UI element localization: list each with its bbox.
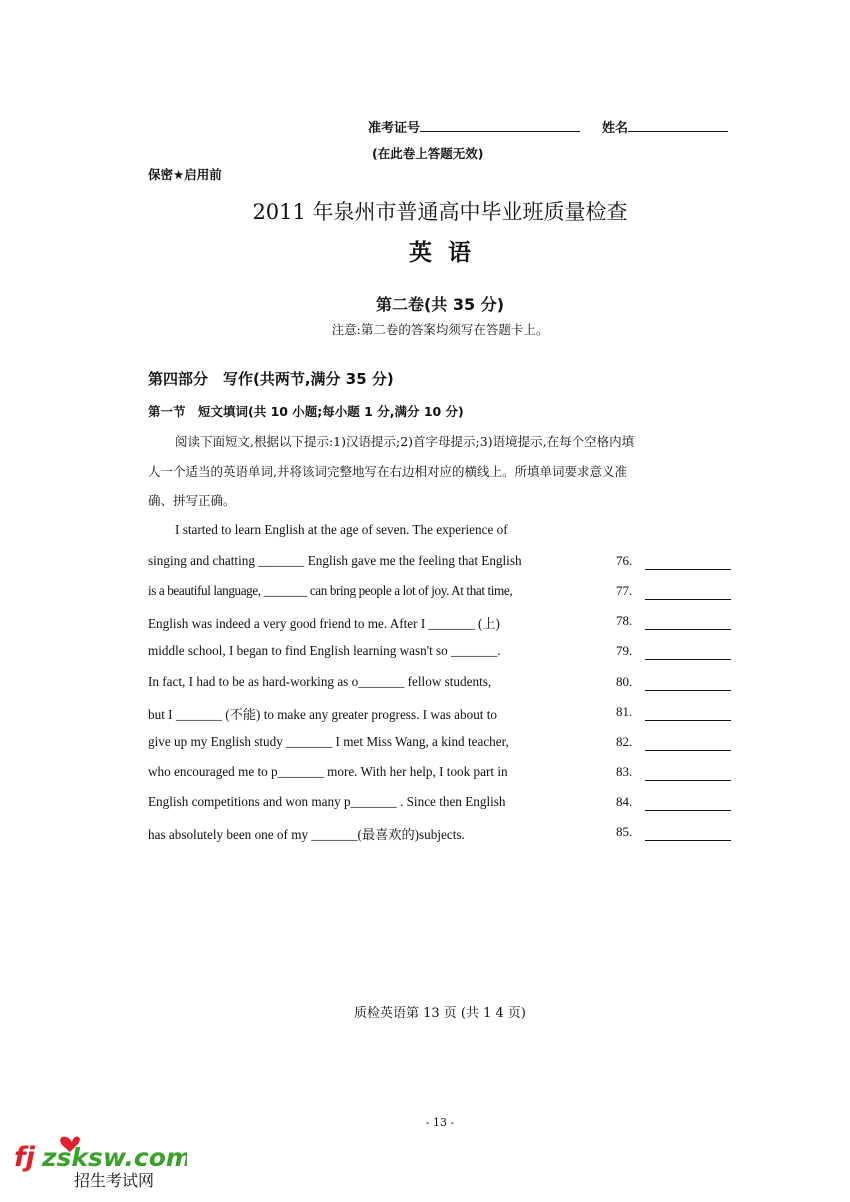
answer-blank — [645, 719, 731, 721]
answer-blank — [645, 689, 731, 691]
part-title: 第四部分 写作(共两节,满分 35 分) — [148, 370, 394, 388]
subject-title: 英 语 — [408, 239, 471, 266]
exam-title: 2011 年泉州市普通高中毕业班质量检查 — [252, 200, 628, 224]
logo-green-text: zsksw.com — [42, 1143, 187, 1172]
logo-subtitle: 招生考试网 — [74, 1171, 155, 1190]
answer-number: 79. — [616, 643, 633, 658]
instruction-line: 阅读下面短文,根据以下提示:1)汉语提示;2)首字母提示;3)语境提示,在每个空格内填 — [175, 434, 635, 449]
passage-line: English was indeed a very good friend to me. After I _______ (上) — [148, 616, 500, 631]
page-number: - 13 - — [425, 1116, 455, 1129]
answer-number: 76. — [616, 553, 633, 568]
passage-line: singing and chatting _______ English gave me the feeling that English — [148, 553, 522, 568]
answer-blank — [645, 749, 731, 751]
invalid-note: (在此卷上答题无效) — [372, 146, 484, 161]
answer-number: 85. — [616, 824, 633, 839]
answer-blank — [645, 809, 731, 811]
answer-blank — [645, 839, 731, 841]
confidential-label: 保密★启用前 — [148, 167, 222, 182]
site-logo — [12, 1130, 187, 1194]
passage-line: middle school, I began to find English learning wasn't so _______. — [148, 643, 501, 658]
sub-section-title: 第一节 短文填词(共 10 小题;每小题 1 分,满分 10 分) — [148, 404, 464, 419]
passage-line: English competitions and won many p_______ . Since then English — [148, 794, 506, 809]
passage-line: is a beautiful language, _______ can bring people a lot of joy. At that time, — [148, 583, 513, 598]
answer-blank — [645, 628, 731, 630]
answer-blank — [645, 779, 731, 781]
name-blank — [628, 119, 728, 132]
passage-line: has absolutely been one of my _______(最喜欢的)subjects. — [148, 827, 465, 842]
passage-line: I started to learn English at the age of seven. The experience of — [175, 522, 508, 537]
answer-number: 84. — [616, 794, 633, 809]
instruction-line: 人一个适当的英语单词,并将该词完整地写在右边相对应的横线上。所填单词要求意义准 — [148, 464, 627, 479]
passage-line: who encouraged me to p_______ more. With her help, I took part in — [148, 764, 508, 779]
exam-id-blank — [420, 119, 580, 132]
answer-number: 81. — [616, 704, 633, 719]
passage-line: give up my English study _______ I met Miss Wang, a kind teacher, — [148, 734, 509, 749]
site-logo-graphic — [12, 1130, 187, 1190]
exam-id-label: 准考证号 — [368, 121, 421, 136]
answer-blank — [645, 658, 731, 660]
logo-red-text: fj — [14, 1142, 36, 1173]
answer-blank — [645, 598, 731, 600]
exam-id-field — [368, 117, 580, 136]
volume-title: 第二卷(共 35 分) — [375, 295, 505, 314]
volume-note: 注意:第二卷的答案均须写在答题卡上。 — [331, 322, 549, 337]
answer-number: 83. — [616, 764, 633, 779]
passage-line: In fact, I had to be as hard-working as o_______ fellow students, — [148, 674, 492, 689]
answer-blank — [645, 568, 731, 570]
answer-number: 77. — [616, 583, 633, 598]
name-field — [602, 117, 728, 136]
instruction-line: 确、拼写正确。 — [148, 493, 236, 508]
answer-number: 82. — [616, 734, 633, 749]
name-label: 姓名 — [602, 121, 629, 136]
answer-number: 78. — [616, 613, 633, 628]
answer-number: 80. — [616, 674, 633, 689]
page-caption: 质检英语第 13 页 (共 1 4 页) — [353, 1006, 527, 1021]
passage-line: but I _______ (不能) to make any greater progress. I was about to — [148, 707, 498, 722]
